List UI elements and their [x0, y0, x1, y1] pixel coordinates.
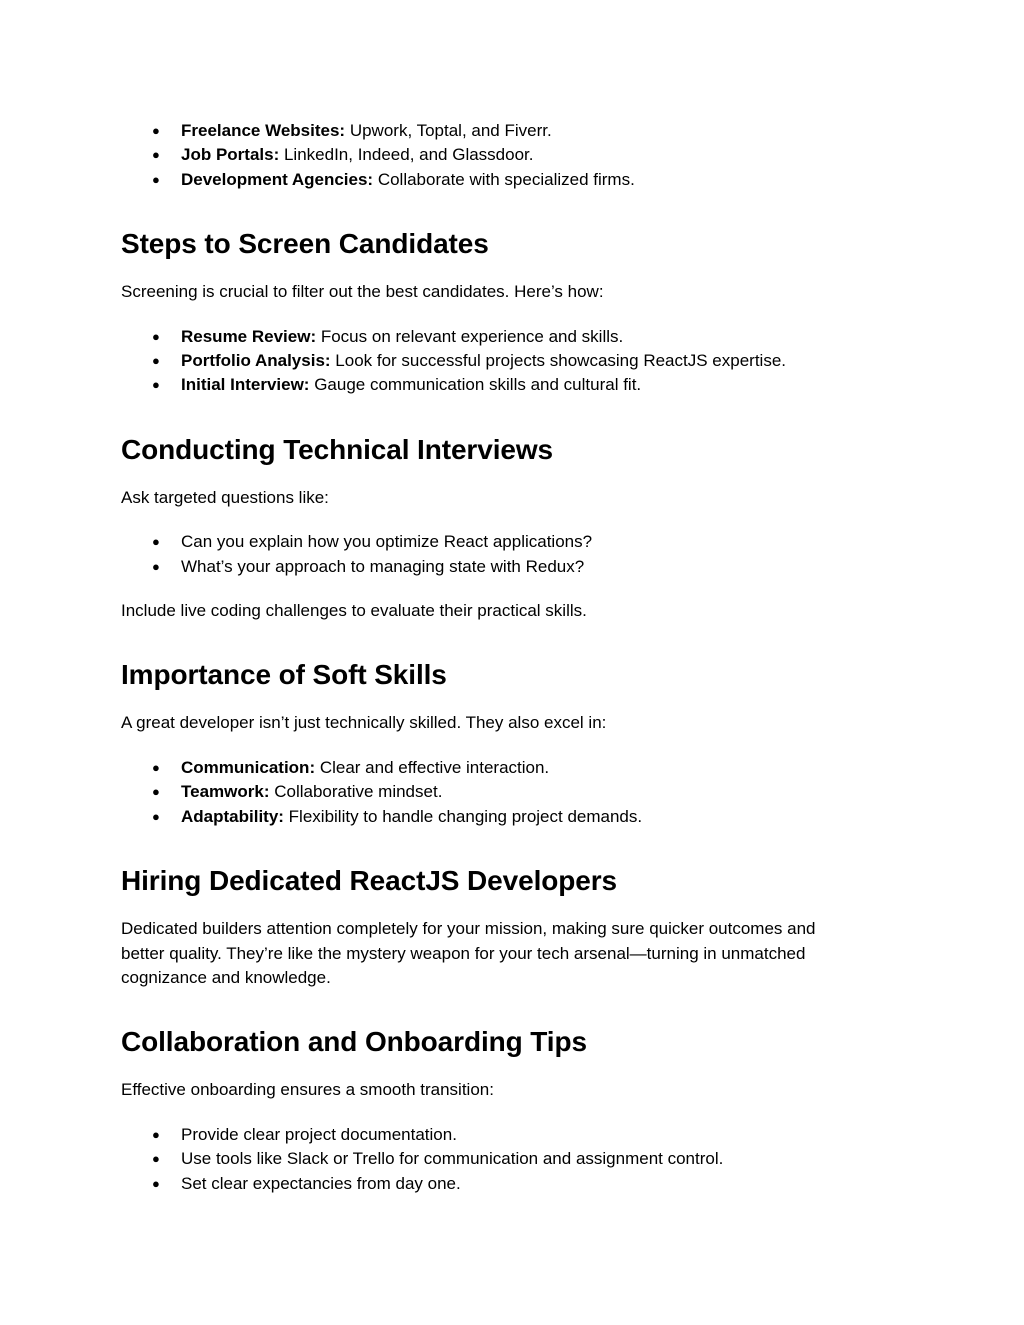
list-item-text: Use tools like Slack or Trello for communication and assignment control.: [181, 1149, 724, 1169]
screening-steps-list: [121, 325, 901, 398]
list-item: [121, 780, 901, 804]
list-item-text: Flexibility to handle changing project demands.: [283, 806, 643, 826]
technical-outro: Include live coding challenges to evaluate their practical skills.: [121, 601, 587, 621]
sourcing-channels-list: [121, 119, 901, 192]
list-item-label: Teamwork:: [181, 782, 270, 802]
list-item-text: Gauge communication skills and cultural fit.: [309, 375, 642, 395]
list-item-text: Focus on relevant experience and skills.: [316, 326, 624, 346]
list-item-label: Communication:: [181, 757, 316, 777]
list-item-text: Upwork, Toptal, and Fiverr.: [345, 121, 552, 140]
list-item: [121, 1147, 901, 1171]
list-item: [121, 349, 901, 373]
technical-questions-list: [121, 530, 901, 579]
onboarding-tips-list: [121, 1123, 901, 1196]
list-item-label: Job Portals:: [181, 145, 280, 165]
list-item-label: Freelance Websites:: [181, 121, 346, 140]
list-item-label: Adaptability:: [181, 806, 284, 826]
section-heading-soft-skills: Importance of Soft Skills: [121, 659, 447, 691]
list-item: [121, 373, 901, 397]
list-item: [121, 1123, 901, 1147]
technical-intro: Ask targeted questions like:: [121, 487, 329, 507]
list-item-label: Resume Review:: [181, 326, 317, 346]
list-item: [121, 805, 901, 829]
list-item-text: LinkedIn, Indeed, and Glassdoor.: [279, 145, 534, 165]
list-item: [121, 119, 901, 143]
list-item-text: Clear and effective interaction.: [315, 757, 550, 777]
bullet-icon: ●: [152, 377, 160, 393]
section-heading-dedicated: Hiring Dedicated ReactJS Developers: [121, 865, 618, 897]
soft-skills-intro: A great developer isn’t just technically skilled. They also excel in:: [121, 713, 607, 733]
bullet-icon: ●: [152, 808, 160, 824]
list-item-label: Portfolio Analysis:: [181, 351, 331, 371]
paragraph-line: better quality. They’re like the mystery weapon for your tech arsenal—turning in unmatched: [121, 943, 806, 963]
list-item: [121, 1172, 901, 1196]
bullet-icon: ●: [152, 171, 160, 187]
bullet-icon: ●: [152, 1175, 160, 1191]
list-item-text: Provide clear project documentation.: [181, 1124, 457, 1144]
bullet-icon: ●: [152, 353, 160, 369]
list-item: [121, 143, 901, 167]
bullet-icon: ●: [152, 1151, 160, 1167]
bullet-icon: ●: [152, 784, 160, 800]
document-content: [121, 119, 901, 1196]
screen-intro: Screening is crucial to filter out the best candidates. Here’s how:: [121, 282, 604, 302]
section-heading-onboarding: Collaboration and Onboarding Tips: [121, 1026, 587, 1058]
bullet-icon: ●: [152, 759, 160, 775]
onboarding-intro: Effective onboarding ensures a smooth transition:: [121, 1080, 494, 1100]
paragraph-line: Dedicated builders attention completely for your mission, making sure quicker outcomes and: [121, 919, 816, 939]
bullet-icon: ●: [152, 558, 160, 574]
list-item: [121, 530, 901, 554]
list-item-label: Development Agencies:: [181, 169, 374, 189]
bullet-icon: ●: [152, 147, 160, 163]
list-item-text: What’s your approach to managing state with Redux?: [181, 556, 585, 576]
list-item: [121, 756, 901, 780]
bullet-icon: ●: [152, 534, 160, 550]
list-item-text: Can you explain how you optimize React applications?: [181, 532, 593, 552]
soft-skills-list: [121, 756, 901, 829]
bullet-icon: ●: [152, 328, 160, 344]
list-item-text: Collaborative mindset.: [269, 782, 443, 802]
list-item: [121, 555, 901, 579]
list-item-text: Collaborate with specialized firms.: [373, 169, 635, 189]
list-item-text: Set clear expectancies from day one.: [181, 1173, 461, 1193]
list-item-text: Look for successful projects showcasing ReactJS expertise.: [330, 351, 786, 371]
list-item: [121, 325, 901, 349]
bullet-icon: ●: [152, 123, 160, 138]
list-item: [121, 168, 901, 192]
dedicated-paragraph: [121, 917, 901, 990]
paragraph-line: cognizance and knowledge.: [121, 967, 331, 987]
section-heading-technical: Conducting Technical Interviews: [121, 433, 554, 465]
section-heading-screen: Steps to Screen Candidates: [121, 228, 489, 260]
bullet-icon: ●: [152, 1126, 160, 1142]
list-item-label: Initial Interview:: [181, 375, 310, 395]
